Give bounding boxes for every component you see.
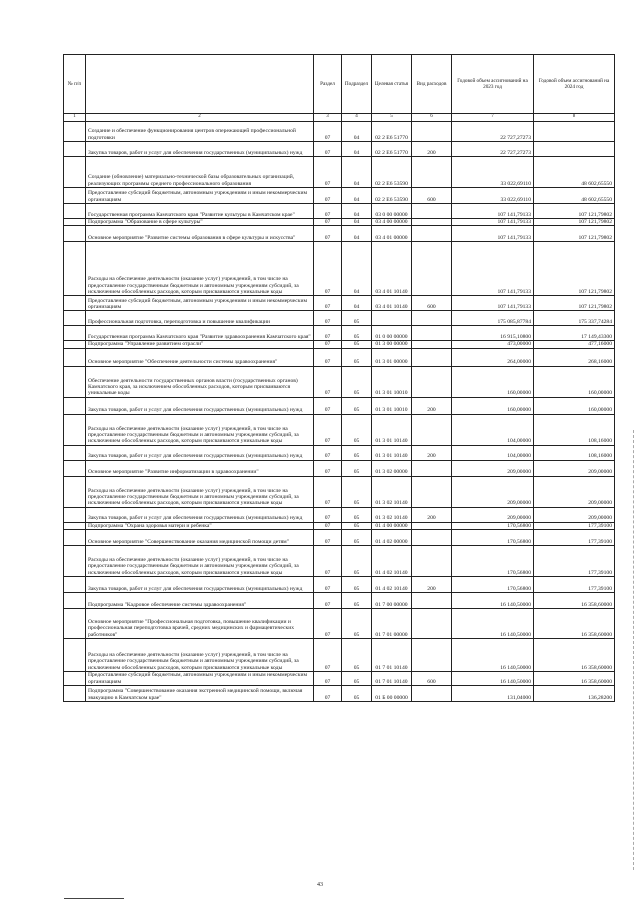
row-amount-2023: 175 085,87784 — [452, 311, 534, 326]
row-name: Подпрограмма "Образование в сфере культуры" — [86, 219, 314, 226]
row-vid — [412, 608, 452, 638]
row-podrazdel: 05 — [342, 311, 372, 326]
row-amount-2023: 104,00000 — [452, 414, 534, 445]
row-razdel: 07 — [314, 592, 342, 608]
row-number — [64, 460, 86, 476]
row-razdel: 07 — [314, 671, 342, 685]
row-amount-2023: 209,00000 — [452, 460, 534, 476]
row-podrazdel: 05 — [342, 341, 372, 348]
row-razdel: 07 — [314, 685, 342, 701]
row-article: 03 4 01 10140 — [372, 296, 412, 311]
row-vid — [412, 226, 452, 242]
table-row — [64, 157, 615, 188]
row-name: Закупка товаров, работ и услуг для обеспечения государственных (муниципальных) нужд — [86, 397, 314, 414]
row-razdel: 07 — [314, 638, 342, 671]
row-amount-2024: 107 121,79802 — [534, 219, 615, 226]
row-razdel: 07 — [314, 460, 342, 476]
row-vid: 600 — [412, 671, 452, 685]
row-number — [64, 608, 86, 638]
row-vid — [412, 638, 452, 671]
table-row — [64, 348, 615, 366]
header-razdel: Раздел — [314, 55, 342, 114]
table-row — [64, 671, 615, 685]
row-amount-2024 — [534, 142, 615, 157]
row-amount-2024: 209,00000 — [534, 460, 615, 476]
row-number — [64, 341, 86, 348]
table-row — [64, 685, 615, 701]
row-podrazdel: 04 — [342, 226, 372, 242]
row-name: Закупка товаров, работ и услуг для обеспечения государственных (муниципальных) нужд — [86, 445, 314, 460]
row-number — [64, 366, 86, 397]
row-name: Предоставление субсидий бюджетным, автономным учреждениям и иным некоммерческим организациям — [86, 188, 314, 204]
row-podrazdel: 05 — [342, 608, 372, 638]
row-article: 01 3 01 10010 — [372, 397, 412, 414]
row-name: Основное мероприятие "Развитие системы образования в сфере культуры и искусства" — [86, 226, 314, 242]
row-number — [64, 529, 86, 545]
table-row — [64, 529, 615, 545]
row-amount-2024: 16 358,60000 — [534, 638, 615, 671]
row-vid — [412, 366, 452, 397]
row-vid: 200 — [412, 507, 452, 522]
row-amount-2024: 160,00000 — [534, 397, 615, 414]
row-amount-2024: 107 121,79802 — [534, 242, 615, 296]
row-razdel: 07 — [314, 226, 342, 242]
row-article: 01 Б 00 00000 — [372, 685, 412, 701]
table-row — [64, 226, 615, 242]
row-article — [372, 311, 412, 326]
row-amount-2024: 108,16000 — [534, 445, 615, 460]
row-podrazdel: 05 — [342, 348, 372, 366]
row-razdel: 07 — [314, 522, 342, 529]
table-row — [64, 522, 615, 529]
row-amount-2023: 107 141,79133 — [452, 219, 534, 226]
table-row — [64, 545, 615, 576]
row-razdel: 07 — [314, 576, 342, 592]
row-podrazdel: 05 — [342, 671, 372, 685]
row-vid: 600 — [412, 296, 452, 311]
row-amount-2024: 477,16000 — [534, 341, 615, 348]
row-podrazdel: 05 — [342, 326, 372, 341]
row-name: Предоставление субсидий бюджетным, автономным учреждениям и иным некоммерческим организациям — [86, 671, 314, 685]
row-amount-2024: 108,16000 — [534, 414, 615, 445]
row-number — [64, 414, 86, 445]
row-number — [64, 348, 86, 366]
row-amount-2023: 16 140,50000 — [452, 608, 534, 638]
row-amount-2024: 177,39100 — [534, 545, 615, 576]
table-row — [64, 366, 615, 397]
row-number — [64, 326, 86, 341]
row-podrazdel: 04 — [342, 219, 372, 226]
row-amount-2024 — [534, 122, 615, 142]
row-vid — [412, 204, 452, 219]
row-amount-2023: 22 727,27273 — [452, 142, 534, 157]
row-name: Обеспечение деятельности государственных органов власти (государственных органов) Камчатского края, за исключением обособленных расходов, которым присваиваются уникальные коды — [86, 366, 314, 397]
row-podrazdel: 05 — [342, 366, 372, 397]
row-podrazdel: 05 — [342, 576, 372, 592]
column-number: 2 — [86, 114, 314, 122]
row-amount-2023: 107 141,79133 — [452, 204, 534, 219]
row-amount-2024: 48 602,65550 — [534, 188, 615, 204]
row-number — [64, 545, 86, 576]
row-name: Расходы на обеспечение деятельности (оказание услуг) учреждений, в том числе на предоставление государственным бюджетным и автономным учреждениям субсидий, за исключением обособленных расходов, которым присваиваются уникальные коды — [86, 414, 314, 445]
row-article: 01 4 02 10140 — [372, 576, 412, 592]
row-podrazdel: 05 — [342, 638, 372, 671]
row-amount-2024: 16 358,60000 — [534, 608, 615, 638]
row-razdel: 07 — [314, 142, 342, 157]
row-amount-2023: 170,56800 — [452, 522, 534, 529]
header-article: Целевая статья — [372, 55, 412, 114]
table-row — [64, 341, 615, 348]
row-podrazdel: 04 — [342, 204, 372, 219]
row-podrazdel: 04 — [342, 242, 372, 296]
row-podrazdel: 05 — [342, 545, 372, 576]
row-podrazdel: 04 — [342, 122, 372, 142]
row-vid — [412, 685, 452, 701]
row-razdel: 07 — [314, 296, 342, 311]
column-number: 6 — [412, 114, 452, 122]
row-number — [64, 142, 86, 157]
footer-rule — [64, 898, 124, 899]
row-razdel: 07 — [314, 311, 342, 326]
header-vid: Вид расходов — [412, 55, 452, 114]
row-podrazdel: 05 — [342, 460, 372, 476]
row-amount-2024: 136,28200 — [534, 685, 615, 701]
row-razdel: 07 — [314, 348, 342, 366]
table-row — [64, 311, 615, 326]
row-podrazdel: 05 — [342, 397, 372, 414]
row-vid — [412, 529, 452, 545]
row-vid — [412, 414, 452, 445]
row-amount-2024: 16 358,60000 — [534, 592, 615, 608]
row-podrazdel: 05 — [342, 414, 372, 445]
column-number: 1 — [64, 114, 86, 122]
header-2024: Годовой объем ассигнований на 2024 год — [534, 55, 615, 114]
row-amount-2024: 268,16000 — [534, 348, 615, 366]
row-amount-2023: 22 727,27273 — [452, 122, 534, 142]
table-row — [64, 122, 615, 142]
row-razdel: 07 — [314, 326, 342, 341]
row-article: 01 3 02 10140 — [372, 507, 412, 522]
row-razdel: 07 — [314, 366, 342, 397]
row-razdel: 07 — [314, 476, 342, 507]
row-article: 01 3 01 10140 — [372, 445, 412, 460]
row-razdel: 07 — [314, 242, 342, 296]
table-row — [64, 414, 615, 445]
row-razdel: 07 — [314, 545, 342, 576]
row-name: Государственная программа Камчатского края "Развитие здравоохранения Камчатского края" — [86, 326, 314, 341]
row-number — [64, 522, 86, 529]
row-vid: 200 — [412, 445, 452, 460]
row-amount-2024: 177,39100 — [534, 529, 615, 545]
row-razdel: 07 — [314, 608, 342, 638]
row-name: Основное мероприятие "Совершенствование оказания медицинской помощи детям" — [86, 529, 314, 545]
row-vid — [412, 157, 452, 188]
table-row — [64, 576, 615, 592]
row-vid — [412, 545, 452, 576]
row-amount-2023: 264,00000 — [452, 348, 534, 366]
row-amount-2023: 33 022,69110 — [452, 157, 534, 188]
row-vid — [412, 326, 452, 341]
row-article: 01 3 01 00000 — [372, 348, 412, 366]
row-number — [64, 507, 86, 522]
row-article: 01 3 00 00000 — [372, 341, 412, 348]
column-number-row — [64, 114, 615, 122]
row-vid — [412, 219, 452, 226]
row-amount-2023: 131,04000 — [452, 685, 534, 701]
row-amount-2023: 170,56800 — [452, 529, 534, 545]
row-article: 03 4 00 00000 — [372, 219, 412, 226]
row-vid: 600 — [412, 188, 452, 204]
row-name: Расходы на обеспечение деятельности (оказание услуг) учреждений, в том числе на предоставление государственным бюджетным и автономным учреждениям субсидий, за исключением обособленных расходов, которым присваиваются уникальные коды — [86, 476, 314, 507]
row-razdel: 07 — [314, 529, 342, 545]
row-podrazdel: 04 — [342, 296, 372, 311]
row-article: 02 2 E6 53590 — [372, 157, 412, 188]
row-article: 01 4 00 00000 — [372, 522, 412, 529]
row-razdel: 07 — [314, 414, 342, 445]
margin-line — [633, 430, 634, 870]
row-article: 02 2 E6 51770 — [372, 142, 412, 157]
header-name — [86, 55, 314, 114]
row-name: Основное мероприятие "Обеспечение деятельности системы здравоохранения" — [86, 348, 314, 366]
row-amount-2024: 107 121,79802 — [534, 204, 615, 219]
row-number — [64, 122, 86, 142]
budget-table — [63, 54, 615, 702]
row-vid — [412, 522, 452, 529]
table-row — [64, 142, 615, 157]
row-podrazdel: 05 — [342, 522, 372, 529]
row-amount-2023: 16 140,50000 — [452, 592, 534, 608]
row-name: Создание (обновление) материально-технической базы образовательных организаций, реализующих программы среднего профессионального образования — [86, 157, 314, 188]
table-row — [64, 188, 615, 204]
row-number — [64, 242, 86, 296]
row-podrazdel: 05 — [342, 476, 372, 507]
row-amount-2023: 160,00000 — [452, 397, 534, 414]
row-vid — [412, 341, 452, 348]
row-amount-2023: 16 915,10800 — [452, 326, 534, 341]
row-podrazdel: 05 — [342, 529, 372, 545]
row-vid — [412, 311, 452, 326]
row-name: Расходы на обеспечение деятельности (оказание услуг) учреждений, в том числе на предоставление государственным бюджетным и автономным учреждениям субсидий, за исключением обособленных расходов, которым присваиваются уникальные коды — [86, 638, 314, 671]
row-number — [64, 685, 86, 701]
row-name: Расходы на обеспечение деятельности (оказание услуг) учреждений, в том числе на предоставление государственным бюджетным и автономным учреждениям субсидий, за исключением обособленных расходов, которым присваиваются уникальные коды — [86, 242, 314, 296]
row-amount-2024: 177,39100 — [534, 576, 615, 592]
table-row — [64, 242, 615, 296]
row-article: 01 4 02 00000 — [372, 529, 412, 545]
row-name: Основное мероприятие "Развитие информатизации в здравоохранении" — [86, 460, 314, 476]
row-amount-2023: 107 141,79133 — [452, 242, 534, 296]
row-name: Предоставление субсидий бюджетным, автономным учреждениям и иным некоммерческим организациям — [86, 296, 314, 311]
row-name: Закупка товаров, работ и услуг для обеспечения государственных (муниципальных) нужд — [86, 142, 314, 157]
row-number — [64, 219, 86, 226]
row-razdel: 07 — [314, 341, 342, 348]
row-name: Подпрограмма "Охрана здоровья матери и ребенка" — [86, 522, 314, 529]
row-amount-2024: 209,00000 — [534, 507, 615, 522]
table-row — [64, 397, 615, 414]
row-name: Профессиональная подготовка, переподготовка и повышение квалификации — [86, 311, 314, 326]
header-2023: Годовой объем ассигнований на 2023 год — [452, 55, 534, 114]
row-number — [64, 476, 86, 507]
row-name: Расходы на обеспечение деятельности (оказание услуг) учреждений, в том числе на предоставление государственным бюджетным и автономным учреждениям субсидий, за исключением обособленных расходов, которым присваиваются уникальные коды — [86, 545, 314, 576]
row-amount-2024: 175 337,74284 — [534, 311, 615, 326]
row-number — [64, 296, 86, 311]
row-amount-2023: 107 141,79133 — [452, 296, 534, 311]
row-number — [64, 592, 86, 608]
row-article: 01 7 00 00000 — [372, 592, 412, 608]
row-article: 03 4 01 10140 — [372, 242, 412, 296]
row-podrazdel: 05 — [342, 445, 372, 460]
row-amount-2023: 160,00000 — [452, 366, 534, 397]
column-number: 3 — [314, 114, 342, 122]
row-podrazdel: 04 — [342, 142, 372, 157]
row-article: 01 7 01 10140 — [372, 671, 412, 685]
row-amount-2023: 170,56800 — [452, 545, 534, 576]
row-number — [64, 226, 86, 242]
row-amount-2024: 107 121,79802 — [534, 296, 615, 311]
table-row — [64, 476, 615, 507]
row-vid: 200 — [412, 576, 452, 592]
budget-sheet — [63, 54, 614, 702]
row-name: Основное мероприятие "Профессиональная подготовка, повышение квалификации и профессиональная переподготовка врачей, средних медицинских и фармацевтических работников" — [86, 608, 314, 638]
row-number — [64, 576, 86, 592]
row-amount-2024: 17 149,43300 — [534, 326, 615, 341]
row-name: Подпрограмма "Управление развитием отрасли" — [86, 341, 314, 348]
row-article: 02 2 E6 53590 — [372, 188, 412, 204]
row-article: 03 4 01 00000 — [372, 226, 412, 242]
row-amount-2024: 160,00000 — [534, 366, 615, 397]
table-row — [64, 219, 615, 226]
column-number: 8 — [534, 114, 615, 122]
row-razdel: 07 — [314, 445, 342, 460]
row-amount-2024: 209,00000 — [534, 476, 615, 507]
row-amount-2024: 177,39100 — [534, 522, 615, 529]
row-number — [64, 671, 86, 685]
row-number — [64, 397, 86, 414]
row-number — [64, 157, 86, 188]
table-row — [64, 638, 615, 671]
row-article: 01 3 01 10010 — [372, 366, 412, 397]
row-name: Подпрограмма "Кадровое обеспечение системы здравоохранения" — [86, 592, 314, 608]
row-amount-2023: 209,00000 — [452, 476, 534, 507]
row-article: 01 3 02 10140 — [372, 476, 412, 507]
row-amount-2023: 16 140,50000 — [452, 638, 534, 671]
header-podrazdel: Подраздел — [342, 55, 372, 114]
row-article: 01 3 02 00000 — [372, 460, 412, 476]
page-number: 43 — [317, 882, 323, 888]
header-num: № п/п — [64, 55, 86, 114]
row-vid — [412, 122, 452, 142]
row-razdel: 07 — [314, 204, 342, 219]
table-row — [64, 460, 615, 476]
row-number — [64, 188, 86, 204]
table-row — [64, 326, 615, 341]
row-number — [64, 311, 86, 326]
row-amount-2023: 16 140,50000 — [452, 671, 534, 685]
row-razdel: 07 — [314, 188, 342, 204]
header-row — [64, 55, 615, 114]
row-name: Закупка товаров, работ и услуг для обеспечения государственных (муниципальных) нужд — [86, 576, 314, 592]
row-vid — [412, 592, 452, 608]
row-podrazdel: 05 — [342, 507, 372, 522]
row-article: 01 7 01 00000 — [372, 608, 412, 638]
column-number: 7 — [452, 114, 534, 122]
row-amount-2023: 33 022,69110 — [452, 188, 534, 204]
row-name: Создание и обеспечение функционирования центров опережающей профессиональной подготовки — [86, 122, 314, 142]
row-podrazdel: 05 — [342, 685, 372, 701]
row-name: Государственная программа Камчатского края "Развитие культуры в Камчатском крае" — [86, 204, 314, 219]
column-number: 4 — [342, 114, 372, 122]
row-podrazdel: 04 — [342, 157, 372, 188]
row-vid — [412, 460, 452, 476]
row-razdel: 07 — [314, 157, 342, 188]
table-row — [64, 296, 615, 311]
table-row — [64, 507, 615, 522]
row-amount-2024: 16 358,60000 — [534, 671, 615, 685]
row-razdel: 07 — [314, 122, 342, 142]
row-article: 03 0 00 00000 — [372, 204, 412, 219]
row-number — [64, 445, 86, 460]
row-amount-2023: 104,00000 — [452, 445, 534, 460]
row-article: 01 0 00 00000 — [372, 326, 412, 341]
row-amount-2024: 107 121,79802 — [534, 226, 615, 242]
row-amount-2023: 209,00000 — [452, 507, 534, 522]
row-amount-2023: 170,56800 — [452, 576, 534, 592]
row-podrazdel: 04 — [342, 188, 372, 204]
table-row — [64, 445, 615, 460]
row-name: Подпрограмма "Совершенствование оказания экстренной медицинской помощи, включая эвакуацию в Камчатском крае" — [86, 685, 314, 701]
row-vid — [412, 348, 452, 366]
row-vid — [412, 242, 452, 296]
row-article: 02 2 E6 51770 — [372, 122, 412, 142]
row-vid: 200 — [412, 142, 452, 157]
row-amount-2023: 107 141,79133 — [452, 226, 534, 242]
row-article: 01 3 01 10140 — [372, 414, 412, 445]
row-number — [64, 638, 86, 671]
row-amount-2024: 48 602,65550 — [534, 157, 615, 188]
row-number — [64, 204, 86, 219]
row-article: 01 7 01 10140 — [372, 638, 412, 671]
column-number: 5 — [372, 114, 412, 122]
row-podrazdel: 05 — [342, 592, 372, 608]
row-article: 01 4 02 10140 — [372, 545, 412, 576]
row-name: Закупка товаров, работ и услуг для обеспечения государственных (муниципальных) нужд — [86, 507, 314, 522]
row-vid — [412, 476, 452, 507]
row-razdel: 07 — [314, 507, 342, 522]
row-amount-2023: 473,00000 — [452, 341, 534, 348]
table-row — [64, 608, 615, 638]
row-razdel: 07 — [314, 397, 342, 414]
row-razdel: 07 — [314, 219, 342, 226]
table-row — [64, 204, 615, 219]
row-vid: 200 — [412, 397, 452, 414]
table-row — [64, 592, 615, 608]
